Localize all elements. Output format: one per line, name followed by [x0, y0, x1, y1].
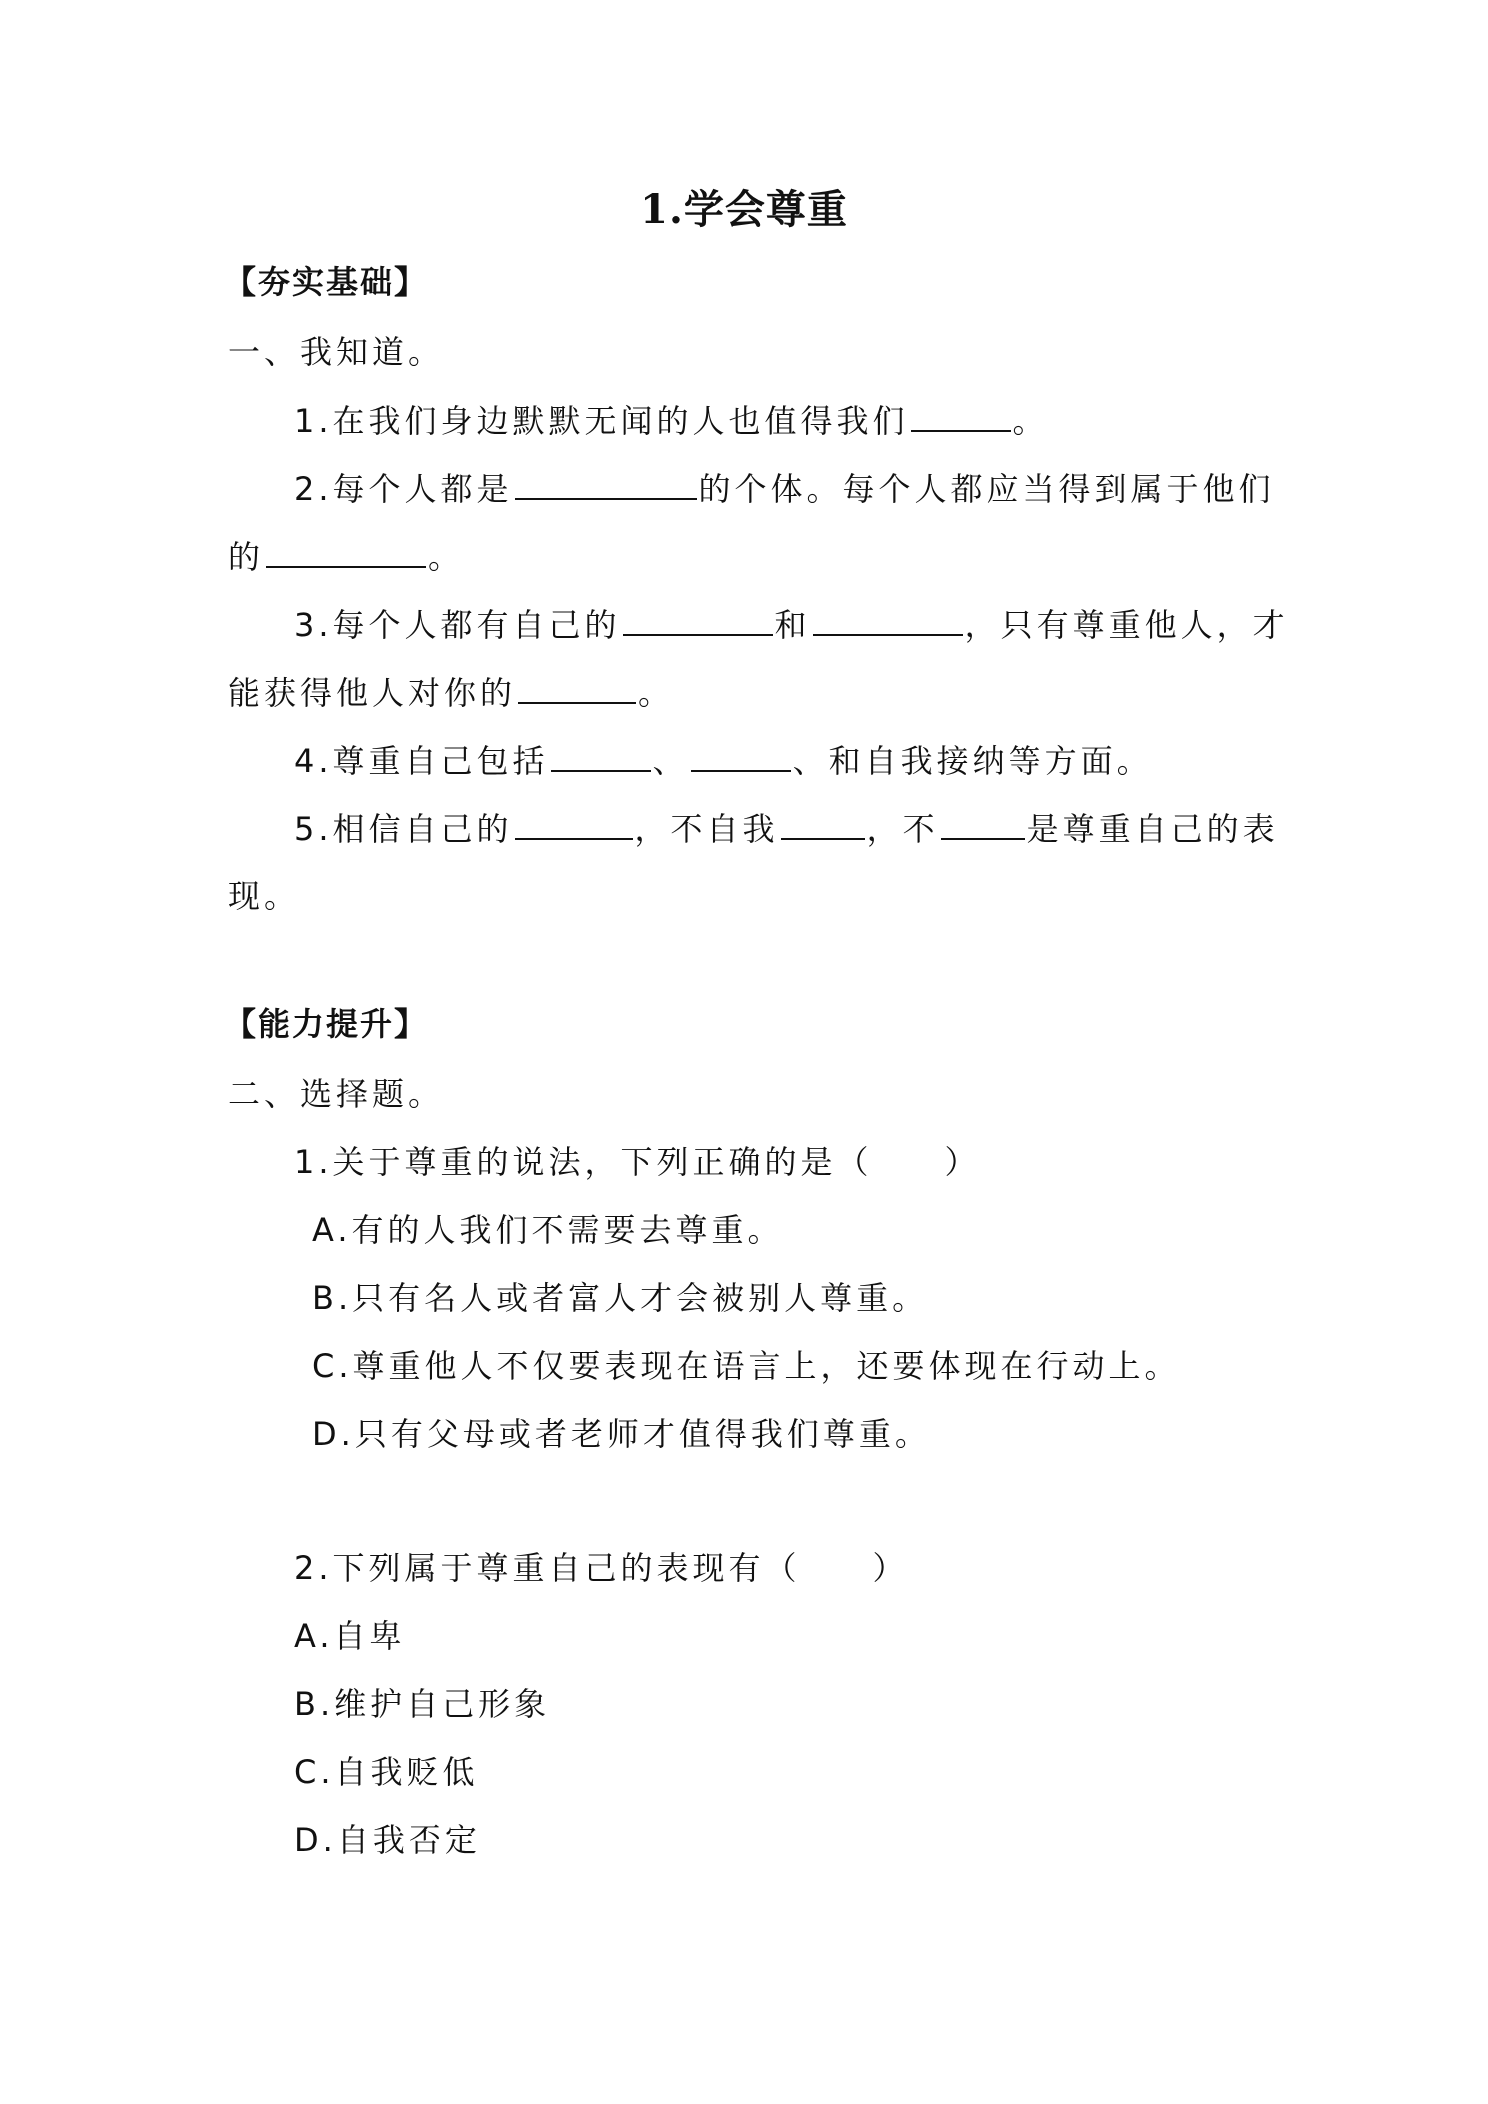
q4-text-sep: 、 — [652, 742, 689, 780]
q1-text-end: 。 — [1012, 402, 1049, 440]
option-d: D.自我否定 — [294, 1821, 481, 1859]
q1-text: 1.在我们身边默默无闻的人也值得我们 — [294, 402, 909, 440]
question-1-1 — [294, 400, 1049, 441]
question-2-2-stem: 2.下列属于尊重自己的表现有（ ） — [294, 1549, 909, 1587]
q3-text: 3.每个人都有自己的 — [294, 606, 621, 644]
answer-blank — [623, 604, 773, 636]
q2-text-mid: 的个体。每个人都应当得到属于他们 — [698, 470, 1275, 508]
option-b: B.只有名人或者富人才会被别人尊重。 — [312, 1279, 929, 1317]
question-1-2 — [294, 468, 1275, 509]
question-1-3-cont — [228, 672, 674, 713]
option-c: C.自我贬低 — [294, 1753, 479, 1791]
section-header-improvement: 【能力提升】 — [224, 1005, 429, 1043]
section-header-foundation: 【夯实基础】 — [224, 263, 429, 301]
q4-text-end: 、和自我接纳等方面。 — [792, 742, 1153, 780]
option-b: B.维护自己形象 — [294, 1685, 551, 1723]
question-1-3 — [294, 604, 1289, 645]
option-a: A.有的人我们不需要去尊重。 — [312, 1211, 784, 1249]
answer-blank — [691, 740, 791, 772]
question-1-5-cont: 现。 — [228, 877, 301, 915]
answer-blank — [518, 672, 636, 704]
question-1-5 — [294, 808, 1279, 849]
option-a: A.自卑 — [294, 1617, 406, 1655]
question-1-2-cont — [228, 536, 464, 577]
part-one-title: 一、我知道。 — [228, 333, 445, 371]
q5-text: 5.相信自己的 — [294, 810, 513, 848]
option-c: C.尊重他人不仅要表现在语言上，还要体现在行动上。 — [312, 1347, 1181, 1385]
question-2-1-stem: 1.关于尊重的说法，下列正确的是（ ） — [294, 1143, 981, 1181]
q5-text-mid3: 是尊重自己的表 — [1026, 810, 1279, 848]
q3-text-cont: 能获得他人对你的 — [228, 674, 517, 712]
q2-text: 2.每个人都是 — [294, 470, 513, 508]
answer-blank — [941, 808, 1025, 840]
q3-text-and: 和 — [774, 606, 811, 644]
q5-text-mid1: ，不自我 — [634, 810, 779, 848]
q2-text-cont: 的 — [228, 538, 265, 576]
option-d: D.只有父母或者老师才值得我们尊重。 — [312, 1415, 931, 1453]
q4-text: 4.尊重自己包括 — [294, 742, 549, 780]
q3-text-end: 。 — [638, 674, 675, 712]
answer-blank — [781, 808, 865, 840]
answer-blank — [515, 808, 633, 840]
part-two-title: 二、选择题。 — [228, 1075, 445, 1113]
answer-blank — [813, 604, 963, 636]
answer-blank — [551, 740, 651, 772]
answer-blank — [911, 400, 1011, 432]
answer-blank — [266, 536, 426, 568]
q2-text-end: 。 — [428, 538, 465, 576]
question-1-4 — [294, 740, 1153, 781]
q5-text-mid2: ，不 — [866, 810, 939, 848]
q3-text-mid: ，只有尊重他人，才 — [964, 606, 1289, 644]
page-title: 1.学会尊重 — [640, 186, 848, 233]
answer-blank — [515, 468, 697, 500]
